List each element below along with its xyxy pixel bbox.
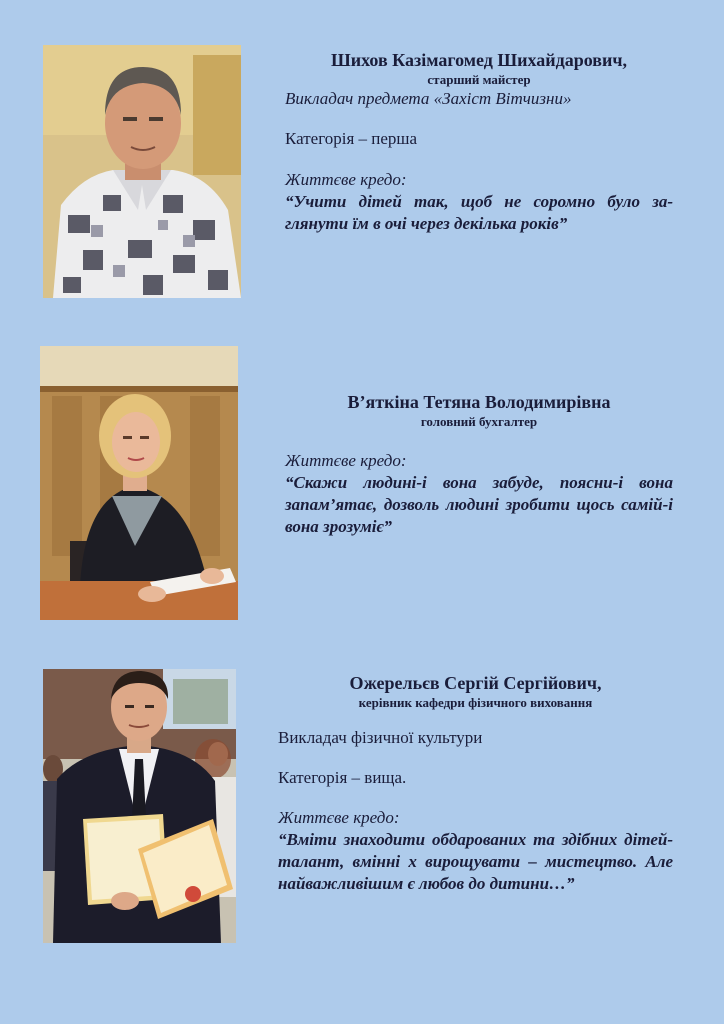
person-1-info <box>285 50 673 235</box>
person-1-subject: Викладач предмета «Захіст Вітчизни» <box>285 89 572 108</box>
person-3-category: Категорія – вища. <box>278 768 407 787</box>
person-3-info <box>278 673 673 895</box>
photo-person-2 <box>40 346 238 620</box>
person-3-credo-label: Життєве кредо: <box>278 808 400 827</box>
person-1-credo-label: Життєве кредо: <box>285 170 407 189</box>
person-2-name: В’яткіна Тетяна Володимирівна <box>347 392 611 412</box>
person-1-role: старший майстер <box>427 72 531 87</box>
person-3-credo: “Вміти знаходити обдарованих та здібних дітей-талант, вмінні х вирощувати – мистецтво. Але найважливішим є любов до дитини…” <box>278 830 673 893</box>
person-2-credo: “Скажи людині-і вона забуде, поясни-і вона запам’ятає, дозволь людині зробити щось самій-і вона зрозуміє” <box>285 473 673 536</box>
person-2-info <box>285 392 673 538</box>
person-1-category: Категорія – перша <box>285 129 418 148</box>
person-3-subject: Викладач фізичної культури <box>278 728 483 747</box>
person-1-name: Шихов Казімагомед Шихайдарович, <box>330 50 628 70</box>
photo-person-1 <box>43 45 241 298</box>
person-2-role: головний бухгалтер <box>420 414 538 429</box>
person-2-credo-label: Життєве кредо: <box>285 451 407 470</box>
photo-person-3 <box>43 669 236 943</box>
person-3-role: керівник кафедри фізичного виховання <box>358 695 593 710</box>
person-3-name: Ожерельєв Сергій Сергійович, <box>349 673 602 693</box>
person-1-credo: “Учити дітей так, щоб не соромно було за-глянути їм в очі через декілька років” <box>285 192 673 233</box>
